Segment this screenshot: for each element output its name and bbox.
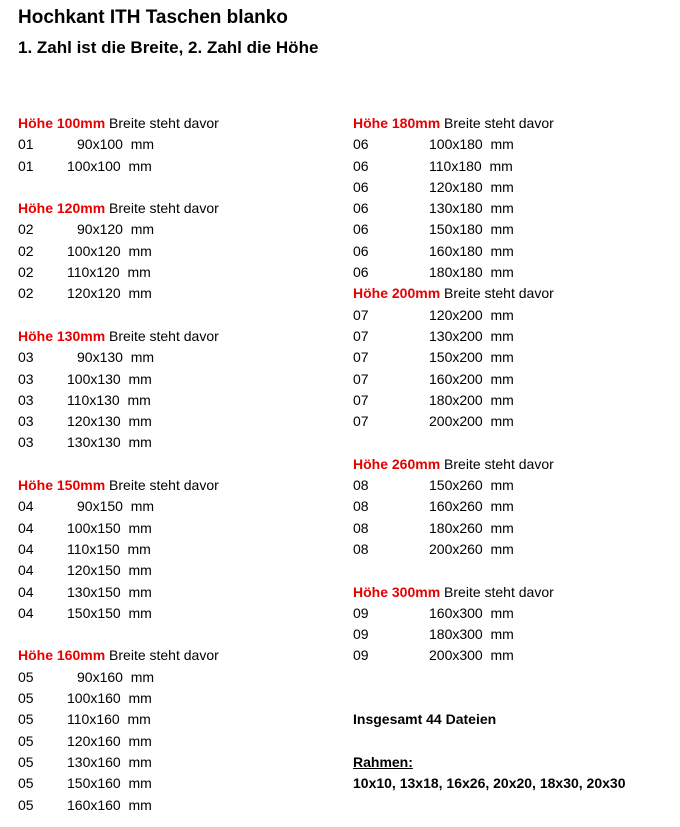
- item-size: 100x150 mm: [67, 519, 152, 536]
- item-code: 09: [353, 647, 369, 664]
- item-size: 150x160 mm: [67, 775, 152, 792]
- list-item: [353, 326, 680, 347]
- item-code: 08: [353, 498, 369, 515]
- list-item: [18, 496, 348, 517]
- page-title: Hochkant ITH Taschen blanko: [18, 7, 288, 28]
- heading-suffix: Breite steht davor: [109, 327, 219, 344]
- item-code: 04: [18, 604, 34, 621]
- item-size: 90x160 mm: [77, 668, 155, 685]
- list-item: [353, 305, 680, 326]
- list-item: [353, 347, 680, 368]
- item-size: 160x180 mm: [429, 242, 514, 259]
- item-size: 150x150 mm: [67, 604, 152, 621]
- height-label: Höhe 150mm: [18, 477, 106, 494]
- item-size: 160x160 mm: [67, 796, 152, 813]
- height-label: Höhe 130mm: [18, 327, 106, 344]
- list-item: [18, 241, 348, 262]
- left-column: [18, 113, 348, 816]
- item-size: 120x130 mm: [67, 413, 152, 430]
- heading-suffix: Breite steht davor: [109, 477, 219, 494]
- item-code: 02: [18, 221, 34, 238]
- item-size: 180x300 mm: [429, 626, 514, 643]
- item-code: 04: [18, 498, 34, 515]
- spacer: [353, 688, 680, 709]
- item-size: 110x130 mm: [67, 391, 151, 408]
- spacer: [353, 667, 680, 688]
- item-code: 09: [353, 604, 369, 621]
- item-code: 09: [353, 626, 369, 643]
- item-code: 07: [353, 413, 369, 430]
- height-label: Höhe 180mm: [353, 115, 441, 131]
- item-size: 110x180 mm: [429, 157, 513, 174]
- item-code: 04: [18, 562, 34, 579]
- item-code: 07: [353, 391, 369, 408]
- list-item: [18, 773, 348, 794]
- list-item: [18, 432, 348, 453]
- item-size: 90x130 mm: [77, 349, 155, 366]
- right-column: [353, 113, 680, 795]
- item-size: 200x260 mm: [429, 540, 514, 557]
- item-size: 120x150 mm: [67, 562, 152, 579]
- item-size: 110x160 mm: [67, 711, 151, 728]
- page-subtitle: 1. Zahl ist die Breite, 2. Zahl die Höhe: [18, 38, 319, 57]
- item-size: 160x300 mm: [429, 604, 514, 621]
- list-item: [353, 411, 680, 432]
- list-item: [353, 645, 680, 666]
- item-size: 110x150 mm: [67, 540, 151, 557]
- item-code: 07: [353, 349, 369, 366]
- item-size: 150x260 mm: [429, 477, 514, 494]
- item-code: 01: [18, 136, 34, 153]
- list-item: [18, 262, 348, 283]
- item-code: 05: [18, 775, 34, 792]
- spacer: [18, 305, 348, 326]
- item-size: 120x120 mm: [67, 285, 152, 302]
- spacer: [353, 432, 680, 453]
- item-size: 100x160 mm: [67, 690, 152, 707]
- item-size: 160x260 mm: [429, 498, 514, 515]
- item-size: 130x150 mm: [67, 583, 152, 600]
- item-code: 08: [353, 477, 369, 494]
- item-size: 100x100 mm: [67, 157, 152, 174]
- spacer: [18, 177, 348, 198]
- group-heading: [18, 198, 348, 219]
- item-code: 02: [18, 285, 34, 302]
- list-item: [18, 709, 348, 730]
- list-item: [18, 603, 348, 624]
- list-item: [18, 369, 348, 390]
- item-code: 03: [18, 413, 34, 430]
- heading-suffix: Breite steht davor: [109, 115, 219, 131]
- list-item: [353, 219, 680, 240]
- list-item: [18, 582, 348, 603]
- item-size: 180x260 mm: [429, 519, 514, 536]
- heading-suffix: Breite steht davor: [444, 115, 554, 131]
- item-size: 130x180 mm: [429, 200, 514, 217]
- item-code: 07: [353, 306, 369, 323]
- list-item: [353, 539, 680, 560]
- group-heading: [18, 475, 348, 496]
- list-item: [18, 731, 348, 752]
- item-code: 05: [18, 690, 34, 707]
- item-code: 05: [18, 711, 34, 728]
- height-label: Höhe 160mm: [18, 647, 106, 664]
- list-item: [353, 241, 680, 262]
- group-heading: [353, 283, 680, 304]
- item-code: 06: [353, 200, 369, 217]
- list-item: [353, 624, 680, 645]
- group-heading: [353, 113, 680, 134]
- list-item: [18, 156, 348, 177]
- list-item: [353, 475, 680, 496]
- heading-suffix: Breite steht davor: [109, 647, 219, 664]
- list-item: [353, 369, 680, 390]
- list-item: [18, 134, 348, 155]
- group-heading: [353, 582, 680, 603]
- group-heading: [353, 454, 680, 475]
- list-item: [353, 156, 680, 177]
- item-size: 150x200 mm: [429, 349, 514, 366]
- item-size: 100x120 mm: [67, 242, 152, 259]
- item-code: 02: [18, 242, 34, 259]
- item-code: 03: [18, 370, 34, 387]
- item-size: 150x180 mm: [429, 221, 514, 238]
- list-item: [353, 603, 680, 624]
- list-item: [353, 198, 680, 219]
- list-item: [18, 539, 348, 560]
- item-size: 90x150 mm: [77, 498, 155, 515]
- item-code: 05: [18, 796, 34, 813]
- item-size: 120x180 mm: [429, 178, 514, 195]
- item-code: 06: [353, 264, 369, 281]
- spacer: [353, 731, 680, 752]
- item-code: 07: [353, 370, 369, 387]
- list-item: [353, 518, 680, 539]
- item-size: 90x120 mm: [77, 221, 155, 238]
- height-label: Höhe 200mm: [353, 285, 441, 302]
- item-code: 05: [18, 668, 34, 685]
- list-item: [18, 219, 348, 240]
- height-label: Höhe 260mm: [353, 455, 441, 472]
- item-size: 90x100 mm: [77, 136, 155, 153]
- item-size: 200x200 mm: [429, 413, 514, 430]
- item-size: 110x120 mm: [67, 264, 151, 281]
- group-heading: [18, 113, 348, 134]
- list-item: [18, 795, 348, 816]
- list-item: [18, 518, 348, 539]
- heading-suffix: Breite steht davor: [444, 285, 554, 302]
- list-item: [18, 283, 348, 304]
- spacer: [353, 560, 680, 581]
- item-code: 05: [18, 753, 34, 770]
- spacer: [18, 624, 348, 645]
- item-code: 07: [353, 327, 369, 344]
- item-size: 180x200 mm: [429, 391, 514, 408]
- height-label: Höhe 120mm: [18, 200, 106, 217]
- total-files: Insgesamt 44 Dateien: [353, 711, 497, 728]
- item-code: 04: [18, 519, 34, 536]
- list-item: [18, 752, 348, 773]
- group-heading: [18, 645, 348, 666]
- item-size: 100x180 mm: [429, 136, 514, 153]
- list-item: [353, 390, 680, 411]
- list-item: [18, 411, 348, 432]
- height-label: Höhe 100mm: [18, 115, 106, 131]
- item-code: 08: [353, 540, 369, 557]
- item-code: 04: [18, 540, 34, 557]
- item-size: 120x160 mm: [67, 732, 152, 749]
- heading-suffix: Breite steht davor: [109, 200, 219, 217]
- list-item: [18, 688, 348, 709]
- item-size: 130x200 mm: [429, 327, 514, 344]
- spacer: [18, 454, 348, 475]
- item-code: 03: [18, 391, 34, 408]
- item-code: 02: [18, 264, 34, 281]
- item-code: 05: [18, 732, 34, 749]
- list-item: [18, 667, 348, 688]
- list-item: [353, 496, 680, 517]
- item-code: 03: [18, 434, 34, 451]
- heading-suffix: Breite steht davor: [444, 583, 554, 600]
- frames-label: Rahmen:: [353, 753, 413, 770]
- item-size: 160x200 mm: [429, 370, 514, 387]
- list-item: [353, 262, 680, 283]
- item-size: 120x200 mm: [429, 306, 514, 323]
- item-code: 04: [18, 583, 34, 600]
- item-size: 180x180 mm: [429, 264, 514, 281]
- heading-suffix: Breite steht davor: [444, 455, 554, 472]
- list-item: [18, 560, 348, 581]
- item-code: 06: [353, 157, 369, 174]
- item-code: 08: [353, 519, 369, 536]
- frames-list: 10x10, 13x18, 16x26, 20x20, 18x30, 20x30: [353, 775, 626, 792]
- item-code: 06: [353, 221, 369, 238]
- item-code: 01: [18, 157, 34, 174]
- item-code: 06: [353, 178, 369, 195]
- item-size: 130x130 mm: [67, 434, 152, 451]
- item-size: 130x160 mm: [67, 753, 152, 770]
- item-code: 03: [18, 349, 34, 366]
- list-item: [18, 390, 348, 411]
- item-size: 200x300 mm: [429, 647, 514, 664]
- item-size: 100x130 mm: [67, 370, 152, 387]
- group-heading: [18, 326, 348, 347]
- height-label: Höhe 300mm: [353, 583, 441, 600]
- item-code: 06: [353, 242, 369, 259]
- item-code: 06: [353, 136, 369, 153]
- list-item: [18, 347, 348, 368]
- list-item: [353, 134, 680, 155]
- list-item: [353, 177, 680, 198]
